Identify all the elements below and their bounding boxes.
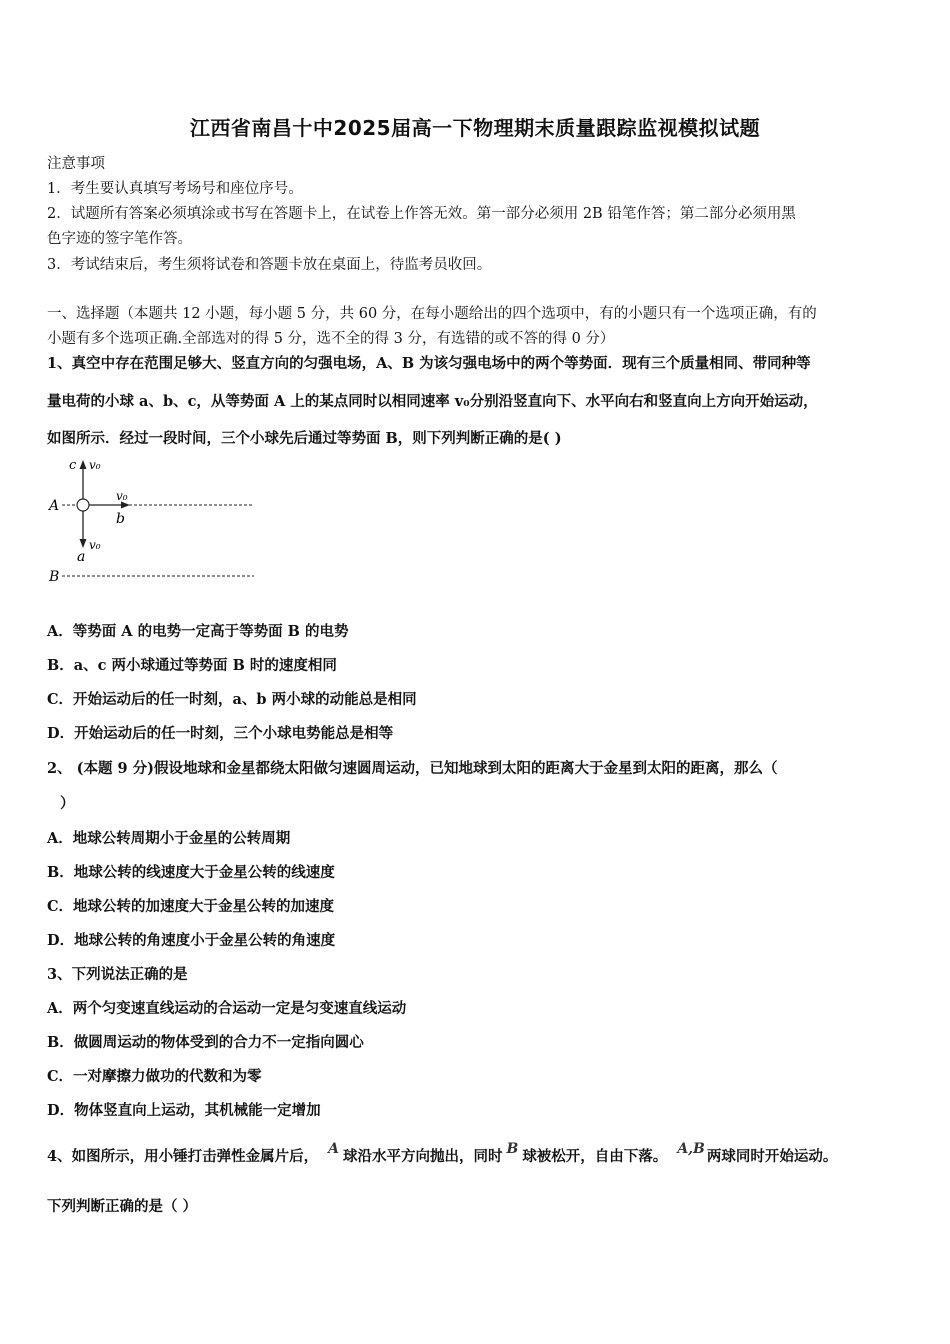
q3-option-C: C．一对摩擦力做功的代数和为零 (47, 1068, 262, 1085)
q4-symbol-A: A (328, 1141, 339, 1157)
q4-symbol-AB: A,B (677, 1141, 705, 1157)
q4-stem-line1 (47, 1141, 838, 1166)
q4-text-part4: 两球同时开始运动。 (706, 1148, 838, 1165)
notice-item-2-cont: 色字迹的签字笔作答。 (47, 231, 192, 247)
q4-symbol-B: B (506, 1141, 519, 1157)
q2-option-B: B．地球公转的线速度大于金星公转的线速度 (47, 864, 335, 881)
q3-option-D: D．物体竖直向上运动，其机械能一定增加 (47, 1102, 321, 1119)
q4-text-part2: 球沿水平方向抛出，同时 (342, 1148, 503, 1165)
q1-stem-line3: 如图所示．经过一段时间，三个小球先后通过等势面 B，则下列判断正确的是( ) (47, 430, 562, 447)
label-a: a (77, 549, 86, 565)
q3-option-A: A．两个匀变速直线运动的合运动一定是匀变速直线运动 (47, 1000, 407, 1017)
q1-stem-line1: 1、真空中存在范围足够大、竖直方向的匀强电场，A、B 为该匀强电场中的两个等势面．现有三个质量相同、带同种等 (47, 355, 811, 372)
section1-line2: 小题有多个选项正确.全部选对的得 5 分，选不全的得 3 分，有选错的或不答的得 0 分） (47, 331, 615, 347)
label-A: A (49, 498, 60, 514)
label-B: B (49, 569, 60, 585)
section1-line1: 一、选择题（本题共 12 小题，每小题 5 分，共 60 分，在每小题给出的四个选项中，有的小题只有一个选项正确，有的 (47, 306, 817, 322)
q4-stem-line2: 下列判断正确的是（ ） (47, 1198, 198, 1215)
arrow-up-head (80, 460, 87, 469)
q2-option-C: C．地球公转的加速度大于金星公转的加速度 (47, 898, 335, 915)
q1-option-D: D．开始运动后的任一时刻，三个小球电势能总是相等 (47, 725, 394, 742)
q3-option-B: B．做圆周运动的物体受到的合力不一定指向圆心 (47, 1034, 364, 1051)
q2-stem-line2: ） (60, 795, 75, 812)
notice-heading: 注意事项 (47, 156, 105, 172)
q1-option-C: C．开始运动后的任一时刻，a、b 两小球的动能总是相同 (47, 691, 417, 708)
q4-text-part3: 球被松开，自由下落。 (522, 1148, 668, 1165)
label-b: b (116, 511, 125, 527)
exam-title: 江西省南昌十中2025届高一下物理期末质量跟踪监视模拟试题 (189, 116, 761, 140)
label-v0-top: v₀ (89, 458, 101, 472)
q1-option-B: B．a、c 两小球通过等势面 B 时的速度相同 (47, 657, 337, 674)
q1-figure (44, 452, 264, 587)
label-v0-bottom: v₀ (89, 538, 101, 552)
label-v0-right: v₀ (116, 489, 128, 503)
q1-stem-line2: 量电荷的小球 a、b、c，从等势面 A 上的某点同时以相同速率 v₀分别沿竖直向下、水平向右和竖直向上方向开始运动， (47, 393, 818, 410)
notice-item-2: 2．试题所有答案必须填涂或书写在答题卡上，在试卷上作答无效。第一部分必须用 2B 铅笔作答；第二部分必须用黑 (47, 206, 796, 222)
q1-option-A: A．等势面 A 的电势一定高于等势面 B 的电势 (47, 623, 349, 640)
q2-option-A: A．地球公转周期小于金星的公转周期 (47, 830, 291, 847)
arrow-down-head (80, 539, 87, 548)
q2-option-D: D．地球公转的角速度小于金星公转的角速度 (47, 932, 336, 949)
ball-circle (77, 499, 89, 511)
notice-item-1: 1．考生要认真填写考场号和座位序号。 (47, 181, 303, 197)
notice-item-3: 3．考试结束后，考生须将试卷和答题卡放在桌面上，待监考员收回。 (47, 257, 492, 273)
q2-stem-line1: 2、 (本题 9 分)假设地球和金星都绕太阳做匀速圆周运动，已知地球到太阳的距离大于金星到太阳的距离，那么（ (47, 760, 778, 777)
label-c: c (69, 458, 77, 473)
q4-text-part1: 4、如图所示，用小锤打击弹性金属片后， (47, 1148, 319, 1165)
q3-stem: 3、下列说法正确的是 (47, 966, 188, 983)
